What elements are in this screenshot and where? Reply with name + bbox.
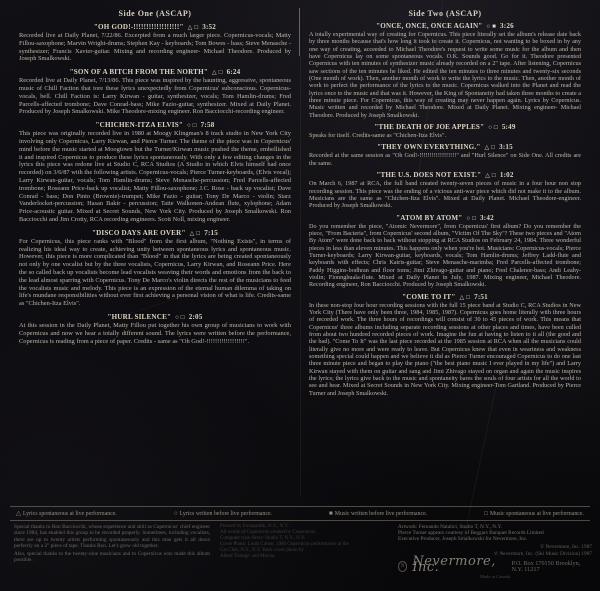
artwork-credit: Artwork: Fernando Natalici, Studio T, N.Y., N.Y. bbox=[398, 524, 502, 530]
legend-label: Music written before live performance. bbox=[334, 511, 428, 517]
track-time: 2:05 bbox=[188, 312, 203, 321]
track-title bbox=[309, 214, 581, 222]
side-two-column bbox=[300, 9, 590, 505]
track-oh-god bbox=[19, 23, 291, 63]
track-notes: Recorded live at Daily Planet, 7/22/86. Excerpted from a much larger piece. Copernicus-vocals; Matty Fillou-saxophone; Marvin Wright-drums; Stephen Kay - keyboards; Tom Bowes - bass; Steve Menasche - synthesizer; Francis Xavier-guitar. Mixing and recording engineer- Michael Theodore. Produced by Joseph Smalkowski. bbox=[19, 32, 291, 63]
phonogram-copyright-line: ℗ Nevermore, Inc. (Ski Music Division) 1987 bbox=[494, 550, 592, 557]
track-come-to-it bbox=[309, 293, 581, 397]
track-time: 3:26 bbox=[500, 22, 514, 30]
track-disco-days-are-over bbox=[19, 229, 291, 308]
side-one-column bbox=[10, 9, 300, 505]
lyric-music-symbols: ○ □ bbox=[175, 313, 185, 321]
lyric-music-symbols: △ □ bbox=[459, 293, 471, 301]
track-title-text: "THE U.S. DOES NOT EXIST." bbox=[376, 171, 482, 180]
track-notes: Recorded live at Daily Planet, 7/13/86. This piece was inspired by the haunting, aggressive, spontaneous music of Chill Faction that tore these lyrics unexpectedly from Copernicus' subconscious. Copernicus-vocals, bell. Chill Faction is: Larry Kirwan - guitar, synthesizer, vocals; Tom Hamlin-drums; Fred Parcells-affected trombone; Dave Conrad-bass; Mike Fazio-guitar, synthesizer. Mixed at Daily Planet. Produced by Joseph Smalkowski. Mike Theodore-mixing engineer. Ron Bacciocchi-recording engineer. bbox=[19, 77, 291, 116]
track-time: 6:24 bbox=[226, 68, 241, 77]
track-time: 1:02 bbox=[499, 171, 514, 180]
nevermore-ring-icon: N bbox=[398, 561, 407, 572]
nevermore-logo: Nevermore, Inc. bbox=[412, 554, 496, 576]
track-title-text: "COME TO IT" bbox=[402, 292, 456, 301]
made-in-line: Made in Canada bbox=[479, 574, 511, 580]
track-notes: In these non-stop four hour recording sessions with the full 15 piece band at Studio C, RCA Studios in New York City (There have only been three, 1984, 1985, 1987). Copernicus goes home literally with three hours of recorded work. The three hours of recordings will consist of 30 to 45 pieces of work. This means that Copernicus' three albums including separate recording sessions at other places and times, have been culled from about two hundred recorded pieces of work. Imagine the fun at having to listen to it all (the good and the bad). "Come To It" was the last piece recorded at the 1985 session at RCA when all the musicians could literally give no more and were ready to leave. But Copernicus knew that even in weariness and weakness something special could happen and we believe it did as Pierce Turner encouraged Copernicus to do one last three minute piece and began to play the piano ("the best piano music I ever played in my life") and Larry Kirwan stayed with them on guitar and sang and Jimi Zhivago stayed on organ and again the music inspires the lyrics; the lyrics give back to the music and spontaneity bares the souls of four artists for all the world to see and hear. Mixed at Secret Sounds in New York City. Mixing engineer-Tom Gartland. Produced by Pierce Turner and Joseph Smalkowski. bbox=[309, 301, 581, 397]
track-notes: For Copernicus, this piece ranks with "Blood" from the first album, "Nothing Exists", in terms of realizing his ideal way to create, achieving unity between spontaneous lyrics and spontaneous music. However, this piece is more complicated than "Blood" in that the lyrics are being created spontaneously not only by one vocalist but by the three vocalists, Copernicus, Larry Kirwan, and Roseann Price. Here the so called back up vocalists become lead vocalists weaving their words and emotions from the back to the lead almost sparring with Copernicus. Tony De Marco's violin directs the rest of the musicians to feed the vocalists music and melody. This piece is an expression of the eternal human dilemma of taking on life's mundane responsibilities without ever first achieving a personal vision of what is life. Credits-same as "Chichen-Itza Elvis". bbox=[19, 237, 291, 308]
track-title-text: "HURL SILENCE" bbox=[107, 312, 172, 321]
track-notes: This piece was originally recorded live in 1980 at Moogy Klingman's 8 track studio in New York City involving only Copernicus, Larry Kirwan, and Pierce Turner. The theme of the piece was in Copernicus' mind before the music started at Moogtown but the Turner/Kirwan music pushed the theme, embellished it and inspired Copernicus to produce these lyrics spontaneously. With only a few editing changes in the lyrics this piece was redone live at Studio C, RCA Studios (A Studio in which Elvis himself had once recorded) on 3/6/87 with the following artists. Copernicus-vocals; Pierce Turner-keyboards, (Elvis vocal); Larry Kirwan-guitar, vocals; Tom Hamlin-drums; Steve Menasche-percussion; Fred Parcells-affected trombone; Roseann Price-back up vocalist; Matty Fillou-saxophone; J.C. Rose - back up vocalist; Dave Conrad - bass; Don Pinto (Brownie)-trumpet; Mike Fazio - guitar; Tony De Marco - violin; Starz Vanderlocket-percussion; Hasan Bakir - percussion; Taite Walkonen-Andean flute, xylophone; Adam Price-acoustic guitar. Mixed at Secret Sounds, New York City. Produced by Joseph Smalkowski. Ron Bacciocchi and Jim Crotty, RCA recording engineers. Scott Noll, mixing engineer. bbox=[19, 130, 291, 223]
track-once-once-once-again bbox=[309, 22, 581, 119]
special-thanks-block bbox=[14, 524, 210, 589]
label-credits-block bbox=[398, 524, 592, 589]
legend-item-music-spontaneous bbox=[484, 510, 584, 517]
track-time: 5:49 bbox=[501, 123, 516, 132]
side-one-heading: Side One (ASCAP) bbox=[118, 9, 192, 18]
credit-line: Albert 'Dotage' and Marcia. bbox=[220, 554, 276, 560]
track-title-text: "THE DEATH OF JOE APPLES" bbox=[374, 123, 485, 132]
label-address: P.O. Box 170150 Brooklyn, N.Y. 11217 bbox=[511, 560, 581, 574]
lyric-music-symbols: ○ □ bbox=[187, 122, 197, 130]
credit-line: Cat Club, N.Y., N.Y. Back cover photo by bbox=[220, 548, 304, 554]
lyric-music-symbols: ○ □ bbox=[488, 124, 498, 132]
track-notes: At this session in the Daily Planet, Matty Fillou put together his own group of musicians to work with Copernicus and now we hear a totally different sound. The lyrics were written before the performance, Copernicus is reading from a piece of paper. Credits - same as "Oh God!-!!!!!!!!!!!!!!!!!!". bbox=[19, 321, 291, 345]
track-title-text: "CHICHEN-ITZA ELVIS" bbox=[95, 121, 184, 130]
track-title bbox=[19, 313, 291, 321]
credit-line: Cover Photo: Louis Cohen, 1986 Copernicus performance at the bbox=[220, 542, 349, 548]
track-time: 7:51 bbox=[474, 292, 488, 301]
track-notes: A totally experimental way of creating for Copernicus. This piece literally set the album's release date back by three months because that's how long it took to create it. Copernicus, not wanting to be boxed in by any one way of creating, acceeded to Michael Theodore's request to write some music for the album and then have Copernicus lay on some spontaneous vocals. O.K. Sounds good. Go for it. Theodore presented Copernicus with ten minutes of synthesizer music already recorded on a 2" tape. After listening, Copernicus saw sections of the ten minutes he liked. He edited the ten minutes to three minutes and twenty-six seconds (One month of work). Then, another month of work to write the lyrics to the music. Then, another month of work to perfect the performance of the lyrics to the music. Copernicus walked into the Planet and read the lyrics once to the music and that was it. However, the King of Spontaneity had taken three months to create a three minute piece. For Copernicus, this way of creating may never happen again. Lyrics by Copernicus. Music written and recorded by Michael Theodore. Mixed at Daily Planet. Mixing engineer- Michael Theodore. Produced by Joseph Smalkowski. bbox=[309, 31, 581, 119]
track-title bbox=[309, 123, 581, 131]
track-they-own-everything bbox=[309, 143, 581, 167]
track-time: 3:42 bbox=[480, 213, 494, 222]
lyric-music-symbols: △ □ bbox=[189, 229, 201, 237]
open-square-icon: □ bbox=[484, 510, 488, 517]
track-time: 3:15 bbox=[499, 143, 513, 152]
courtesy-credit: Pierce Turner appears courtesy of Beggars Banquet Records Limited bbox=[398, 530, 544, 537]
legend-item-music-written bbox=[329, 510, 427, 517]
track-title bbox=[309, 143, 581, 151]
track-title bbox=[19, 68, 291, 76]
label-logo-row bbox=[398, 554, 592, 576]
lyric-music-symbols: △ □ bbox=[187, 24, 199, 31]
track-time: 7:58 bbox=[200, 121, 215, 130]
legend-label: Music spontaneous at live performance. bbox=[489, 511, 584, 517]
track-title-text: "DISCO DAYS ARE OVER" bbox=[91, 228, 186, 237]
track-title bbox=[309, 171, 581, 179]
track-title-text: "ONCE, ONCE, ONCE AGAIN" bbox=[376, 22, 483, 30]
credit-line: Computer type direct: Studio T, N.Y., N.Y. bbox=[220, 536, 306, 542]
lyric-music-symbols: △ □ bbox=[211, 69, 223, 77]
legend-item-lyrics-spontaneous bbox=[16, 510, 117, 517]
track-time: 7:15 bbox=[204, 228, 219, 237]
column-divider-faint bbox=[300, 56, 301, 496]
track-notes: On March 6, 1987 at RCA, the full band created twenty-seven pieces of music in a four hour non stop recording session. This piece was the ending of a vicious anti-war piece which did not make it to the album. Musicians are the same as "Chichen-Itza Elvis". Mixed at Daily Planet. Michael Theodore-engineer. Produced by Joseph Smalkowski. bbox=[309, 180, 581, 210]
track-title bbox=[19, 23, 291, 31]
legend-item-lyrics-written bbox=[174, 510, 272, 517]
track-son-of-a-bitch bbox=[19, 68, 291, 116]
lyric-music-symbols: ○ ■ bbox=[486, 23, 497, 30]
track-title-text: "OH GOD!-!!!!!!!!!!!!!!!!!!" bbox=[93, 23, 184, 31]
track-title bbox=[309, 22, 581, 30]
track-title-text: "ATOM BY ATOM" bbox=[396, 213, 463, 222]
credit-line: All words of Copernicus created by Copernicus. bbox=[220, 530, 317, 536]
legend-label: Lyrics written before live performance. bbox=[179, 511, 273, 517]
track-notes: Recorded at the same session as "Oh God!-!!!!!!!!!!!!!!!!!!" and "Hurl Silence" on Side One. All credits are the same. bbox=[309, 152, 581, 167]
track-title bbox=[19, 229, 291, 237]
lyric-music-symbols: △ □ bbox=[484, 144, 496, 152]
symbol-legend bbox=[10, 506, 590, 521]
lyric-music-symbols: ○ □ bbox=[466, 214, 477, 222]
special-thanks-paragraph: Special thanks to Ron Bacciocchi, whose experience and skill as Copernicus' chief engineer since 1984, has enabled this group to be recorded properly. Sometimes, including vocalists, there are up to twenty artists performing spontaneously and this man gets it all down perfectly on a 2" piece of tape. Thanks Ron. Let's grow old together. bbox=[14, 524, 210, 549]
track-us-does-not-exist bbox=[309, 171, 581, 209]
track-title bbox=[19, 121, 291, 129]
credit-line: Pressed by Europadisk, N.Y., N.Y. bbox=[220, 524, 289, 529]
special-thanks-paragraph-2: Also, special thanks to the twenty-nine musicians and to Copernicus who made this album possible. bbox=[14, 551, 210, 564]
track-hurl-silence bbox=[19, 313, 291, 345]
triangle-icon: △ bbox=[16, 510, 21, 517]
track-death-of-joe-apples bbox=[309, 123, 581, 139]
track-notes: Do you remember the piece, "Atomic Nevermore", from Copernicus' first album? Do you remember the piece, "From Bacteria", from Copernicus' second album, "Victim Of The Sky"? These two pieces and "Atom By Atom" were done back to back without stopping at RCA Studios on February 24, 1984. Three wonderful pieces in less than eleven minutes. This happens only when you're hot. Musicians: Copernicus-vocals; Pierce Turner-keyboards; Larry Kirwan-guitar, keyboards, vocals; Tom Hamlin-drums; Jeffrey Ladd-flute and keyboards with effects; Chris Katris-guitar; Steve Menasche-marimba; Fred Parcells-affected trombone; Paddy Higgins-bodhran and floor toms; Jimi Zhivago-guitar and piano; Fred Chalenor-bass; Andi Leahy-violin; Fionnghuala-flute. Mixed at Daily Planet in July, 1987. Mixing engineer, Michael Theodore. Recording engineer, Ron Bacciocchi. Produced by Joseph Smalkowski. bbox=[309, 222, 581, 289]
track-time: 3:52 bbox=[202, 23, 217, 31]
pressing-credits-block bbox=[220, 524, 388, 589]
track-title bbox=[309, 293, 581, 301]
circle-icon: ○ bbox=[173, 510, 178, 517]
credits-footer bbox=[14, 524, 592, 589]
track-title-text: "SON OF A BITCH FROM THE NORTH" bbox=[69, 68, 208, 77]
executive-producer-credit: Executive Producer, Joseph Smalkowski for Nevermore, Inc. bbox=[398, 536, 528, 543]
legend-label: Lyrics spontaneous at live performance. bbox=[22, 511, 117, 517]
lyric-music-symbols: △ □ bbox=[485, 172, 496, 180]
column-divider bbox=[299, 8, 300, 56]
track-atom-by-atom bbox=[309, 214, 581, 289]
track-title-text: "THEY OWN EVERYTHING." bbox=[377, 143, 481, 152]
track-chichen-itza-elvis bbox=[19, 121, 291, 224]
filled-square-icon: ■ bbox=[328, 510, 333, 517]
track-notes: Speaks for itself. Credits-same as "Chichen-Itza Elvis". bbox=[309, 132, 447, 140]
copyright-line: © Nevermore, Inc. 1987 bbox=[540, 543, 592, 550]
side-two-heading: Side Two (ASCAP) bbox=[408, 9, 482, 18]
